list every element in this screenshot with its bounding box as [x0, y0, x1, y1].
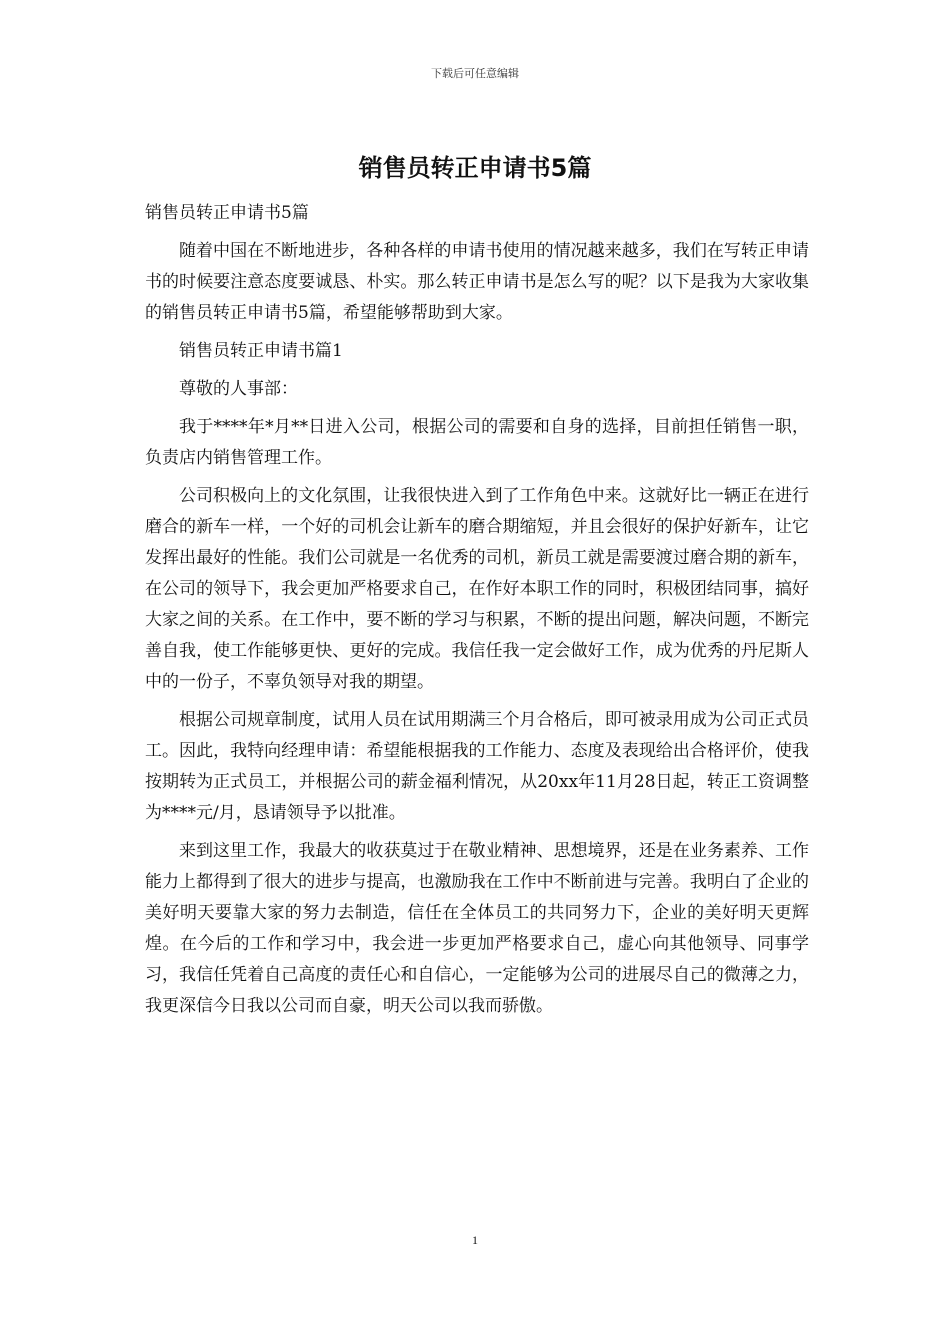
section-heading: 销售员转正申请书篇1 [179, 341, 343, 361]
body-paragraph: 我于****年*月**日进入公司，根据公司的需要和自身的选择，目前担任销售一职，负责店内销售管理工作。 [145, 417, 809, 468]
intro-paragraph: 随着中国在不断地进步，各种各样的申请书使用的情况越来越多，我们在写转正申请书的时候要注意态度要诚恳、朴实。那么转正申请书是怎么写的呢？以下是我为大家收集的销售员转正申请书5篇，希望能够帮助到大家。 [145, 241, 809, 323]
body-paragraph: 公司积极向上的文化氛围，让我很快进入到了工作角色中来。这就好比一辆正在进行磨合的新车一样，一个好的司机会让新车的磨合期缩短，并且会很好的保护好新车，让它发挥出最好的性能。我们公司就是一名优秀的司机，新员工就是需要渡过磨合期的新车，在公司的领导下，我会更加严格要求自己，在作好本职工作的同时，积极团结同事，搞好大家之间的关系。在工作中，要不断的学习与积累，不断的提出问题，解决问题，不断完善自我，使工作能够更快、更好的完成。我信任我一定会做好工作，成为优秀的丹尼斯人中的一份子，不辜负领导对我的期望。 [145, 486, 809, 692]
body-paragraph: 根据公司规章制度，试用人员在试用期满三个月合格后，即可被录用成为公司正式员工。因此，我特向经理申请：希望能根据我的工作能力、态度及表现给出合格评价，使我按期转为正式员工，并根据公司的薪金福利情况，从20xx年11月28日起，转正工资调整为****元/月，恳请领导予以批准。 [145, 710, 809, 823]
page-number: 1 [472, 1233, 478, 1247]
salutation: 尊敬的人事部： [179, 379, 298, 399]
document-title: 销售员转正申请书5篇 [358, 154, 592, 182]
document-body [145, 198, 809, 1022]
document-subtitle: 销售员转正申请书5篇 [145, 203, 309, 223]
body-paragraph: 来到这里工作，我最大的收获莫过于在敬业精神、思想境界，还是在业务素养、工作能力上都得到了很大的进步与提高，也激励我在工作中不断前进与完善。我明白了企业的美好明天要靠大家的努力去制造，信任在全体员工的共同努力下，企业的美好明天更辉煌。在今后的工作和学习中，我会进一步更加严格要求自己，虚心向其他领导、同事学习，我信任凭着自己高度的责任心和自信心，一定能够为公司的进展尽自己的微薄之力，我更深信今日我以公司而自豪，明天公司以我而骄傲。 [145, 841, 809, 1016]
page-header: 下载后可任意编辑 [431, 67, 519, 80]
